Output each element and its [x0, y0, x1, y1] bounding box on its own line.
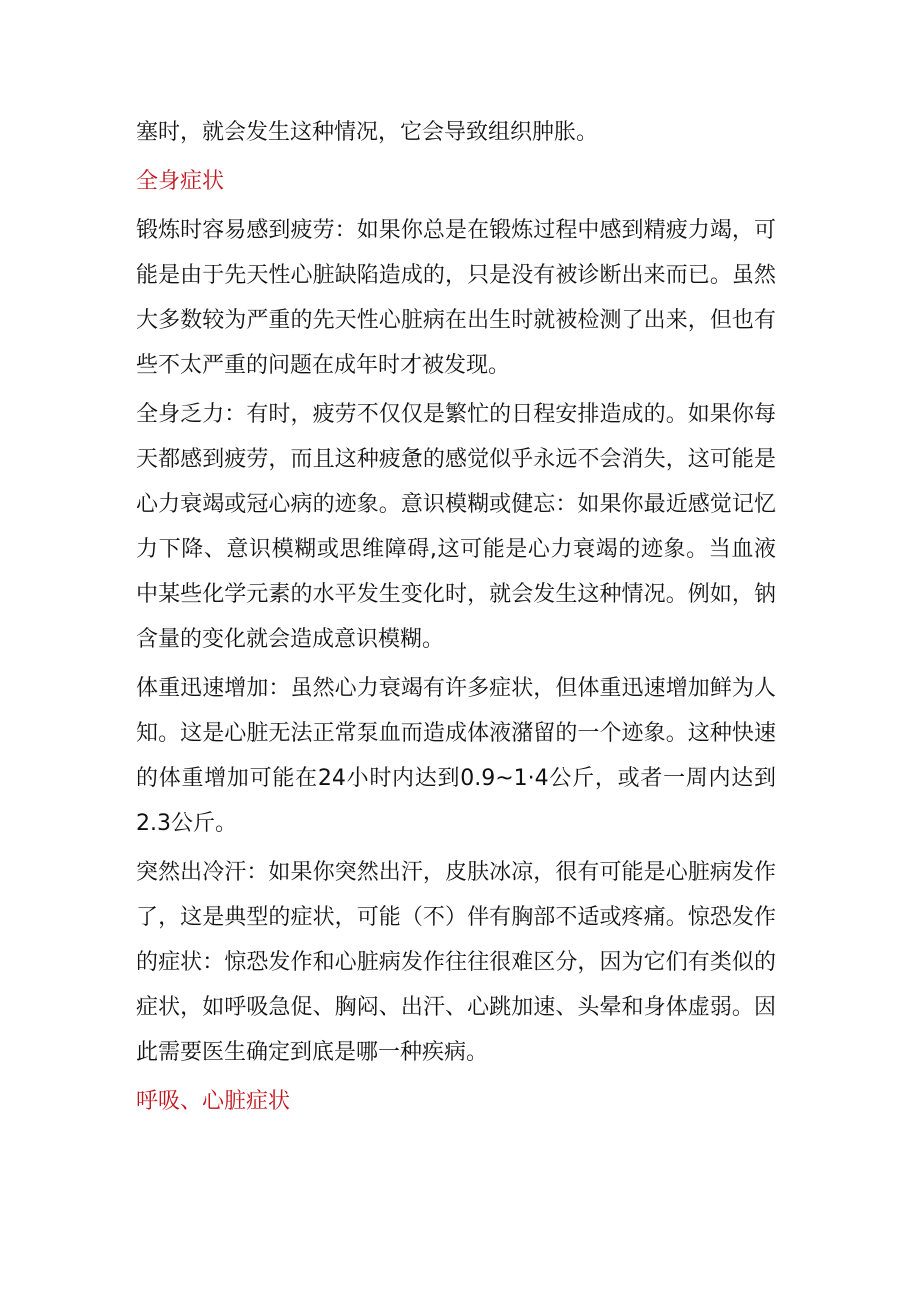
section-heading-general-symptoms: 全身症状	[136, 169, 225, 194]
intro-paragraph: 塞时，就会发生这种情况，它会导致组织肿胀。	[136, 120, 599, 145]
paragraph-weakness: 全身乏力：有时，疲劳不仅仅是繁忙的日程安排造成的。如果你每天都感到疲劳，而且这种疲惫的感觉似乎永远不会消失，这可能是心力衰竭或冠心病的迹象。意识模糊或健忘：如果你最近感觉记忆力下降、意识模糊或思维障碍,这可能是心力衰竭的迹象。当血液中某些化学元素的水平发生变化时，就会发生这种情况。例如，钠含量的变化就会造成意识模糊。	[136, 402, 776, 652]
section-heading-breathing-heart: 呼吸、心脏症状	[136, 1089, 291, 1114]
document-page	[136, 110, 776, 1128]
paragraph-cold-sweat: 突然出冷汗：如果你突然出汗，皮肤冰凉，很有可能是心脏病发作了，这是典型的症状，可能（不）伴有胸部不适或疼痛。惊恐发作的症状：惊恐发作和心脏病发作往往很难区分，因为它们有类似的症状，如呼吸急促、胸闷、出汗、心跳加速、头晕和身体虚弱。因此需要医生确定到底是哪一种疾病。	[136, 860, 776, 1065]
paragraph-exercise-fatigue: 锻炼时容易感到疲劳：如果你总是在锻炼过程中感到精疲力竭，可能是由于先天性心脏缺陷造成的，只是没有被诊断出来而已。虽然大多数较为严重的先天性心脏病在出生时就被检测了出来，但也有些不太严重的问题在成年时才被发现。	[136, 218, 776, 378]
paragraph-weight-gain: 体重迅速增加：虽然心力衰竭有许多症状，但体重迅速增加鲜为人知。这是心脏无法正常泵血而造成体液潴留的一个迹象。这种快速的体重增加可能在24小时内达到0.9~1·4公斤，或者一周内达到2.3公斤。	[136, 676, 776, 836]
